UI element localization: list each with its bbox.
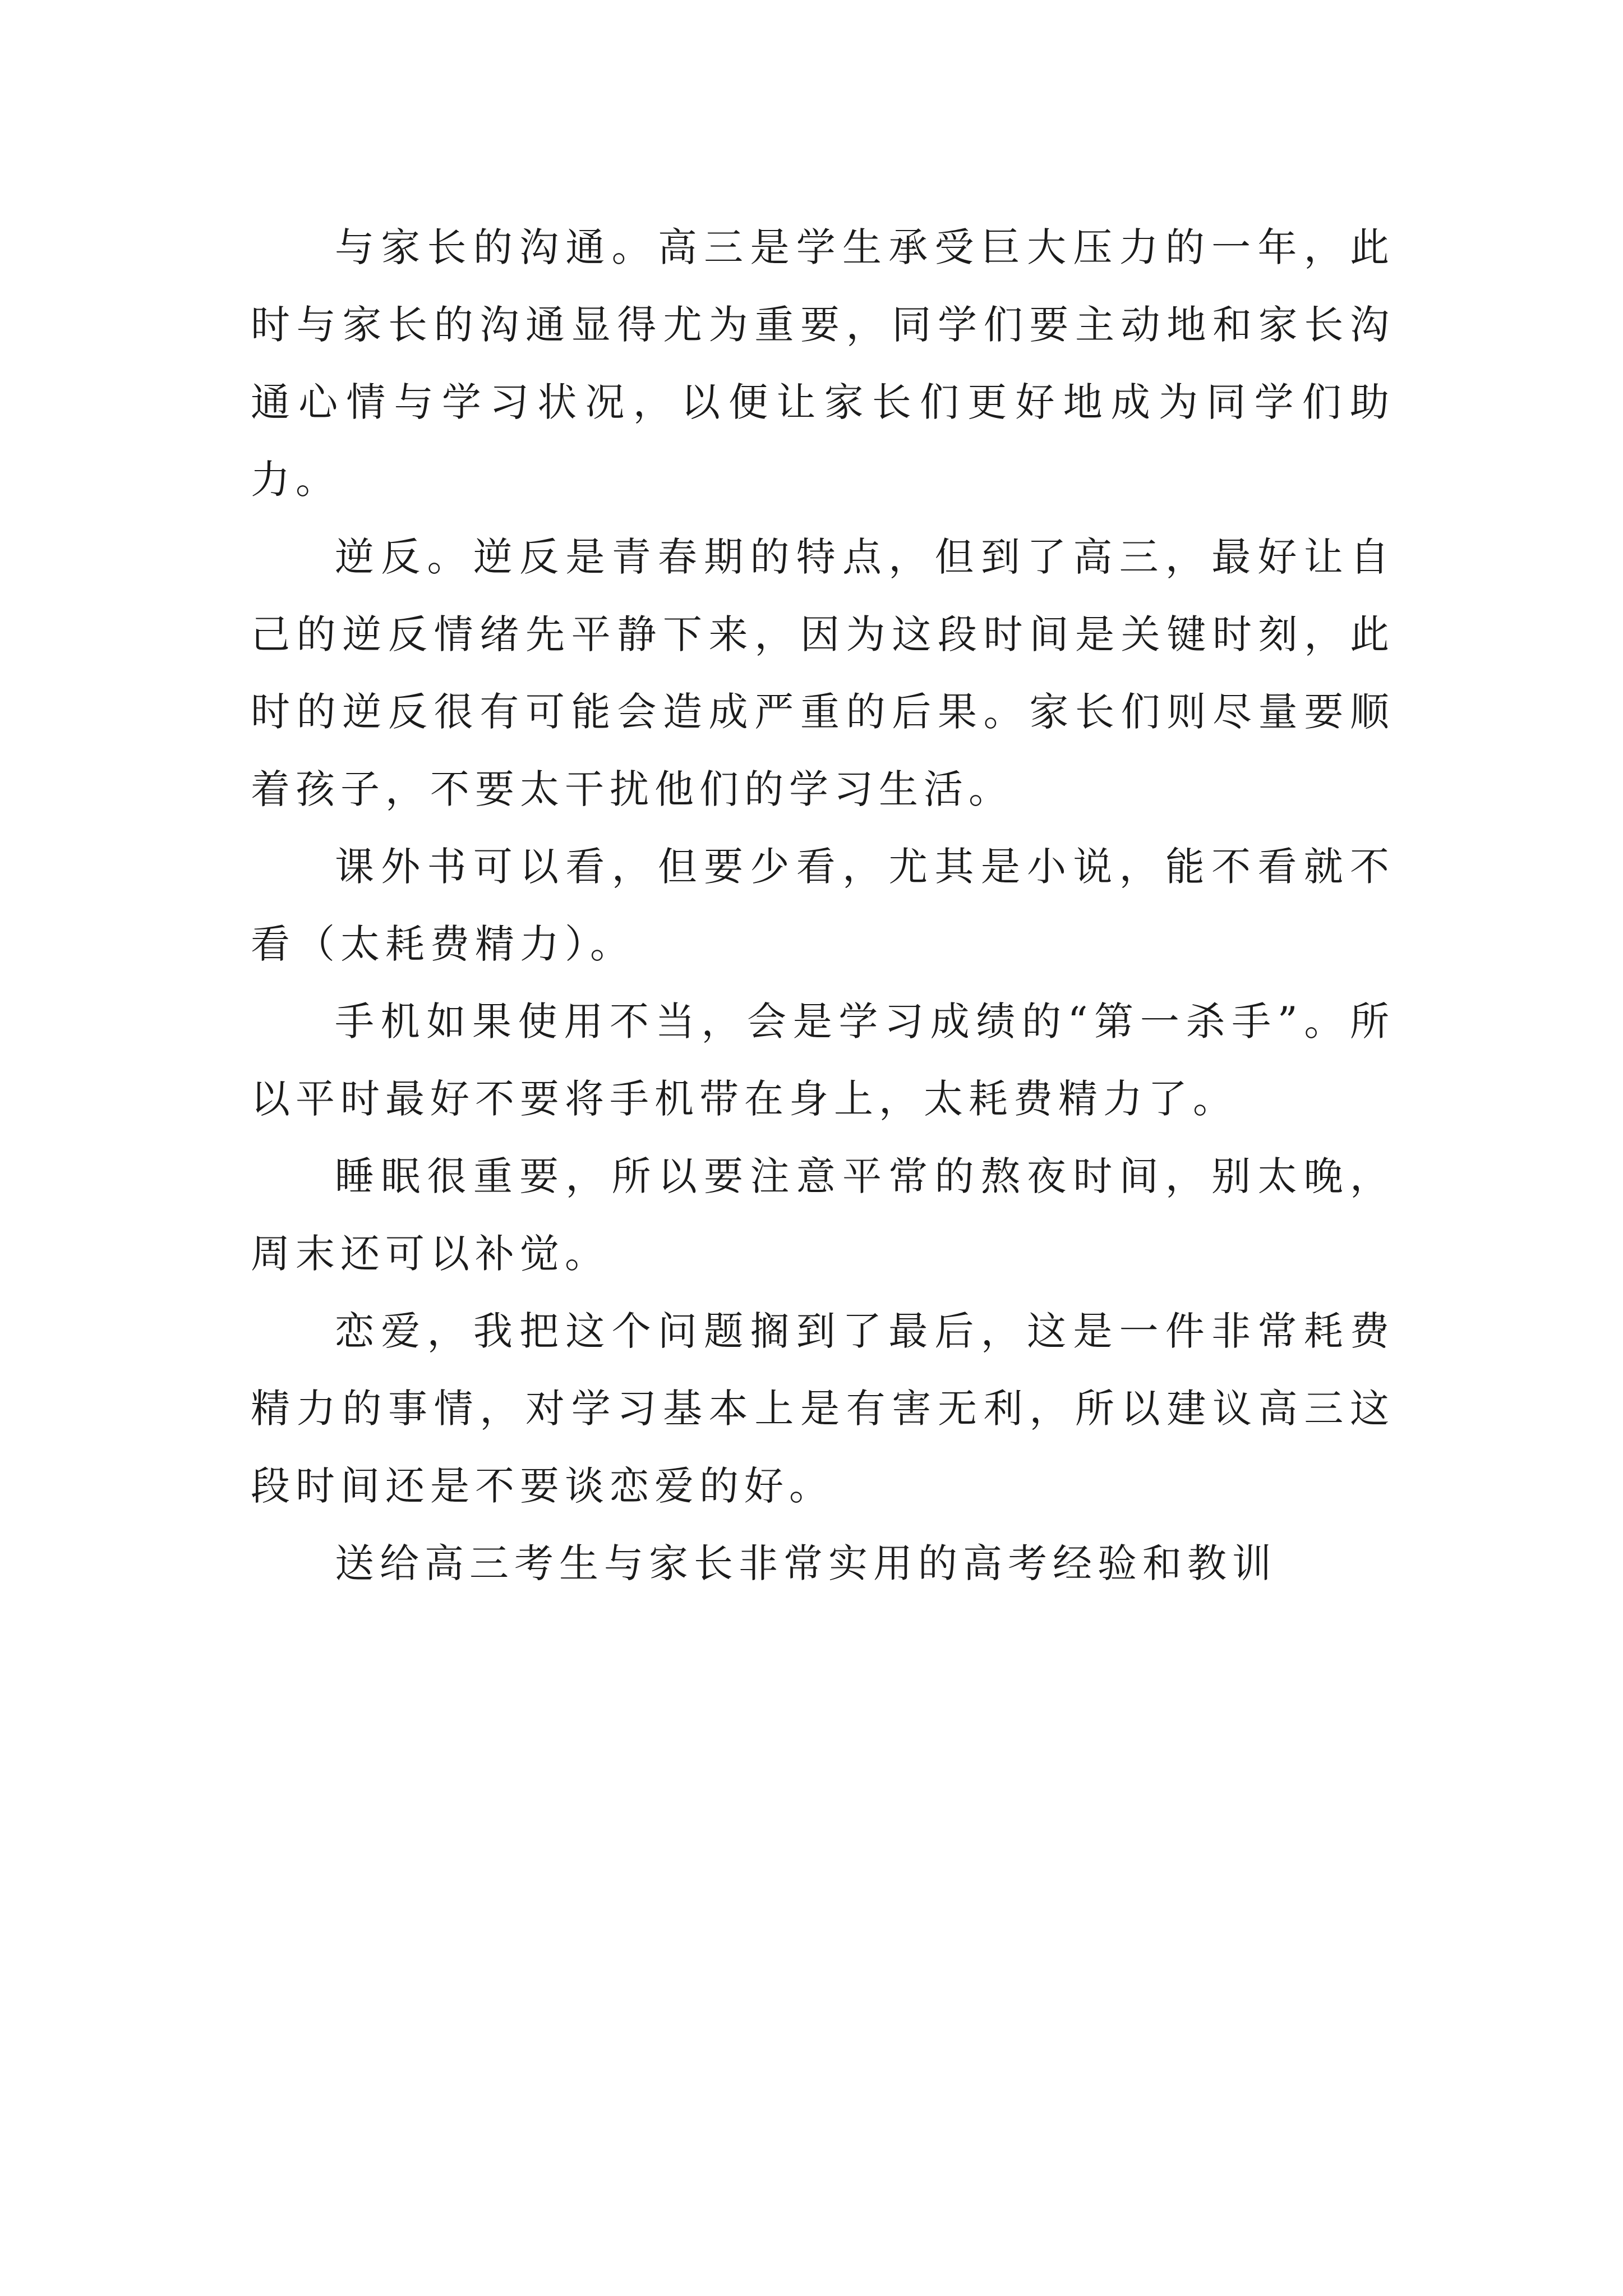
paragraph-closing-line: 送给高三考生与家长非常实用的高考经验和教训 [335, 1540, 1277, 1586]
document-body [251, 209, 1395, 1602]
paragraph-extracurricular-books: 课外书可以看，但要少看，尤其是小说，能不看就不看（太耗费精力）。 [251, 844, 1395, 967]
paragraph-parent-communication: 与家长的沟通。高三是学生承受巨大压力的一年，此时与家长的沟通显得尤为重要，同学们要主动地和家长沟通心情与学习状况，以便让家长们更好地成为同学们助力。 [251, 224, 1395, 503]
paragraph-sleep: 睡眠很重要，所以要注意平常的熬夜时间，别太晚，周末还可以补觉。 [251, 1153, 1395, 1277]
paragraph-mobile-phone: 手机如果使用不当，会是学习成绩的“第一杀手”。所以平时最好不要将手机带在身上，太耗费精力了。 [251, 999, 1395, 1122]
paragraph-romance: 恋爱，我把这个问题搁到了最后，这是一件非常耗费精力的事情，对学习基本上是有害无利，所以建议高三这段时间还是不要谈恋爱的好。 [251, 1308, 1395, 1509]
paragraph-rebellion: 逆反。逆反是青春期的特点，但到了高三，最好让自己的逆反情绪先平静下来，因为这段时间是关键时刻，此时的逆反很有可能会造成严重的后果。家长们则尽量要顺着孩子，不要太干扰他们的学习生活。 [251, 534, 1395, 812]
